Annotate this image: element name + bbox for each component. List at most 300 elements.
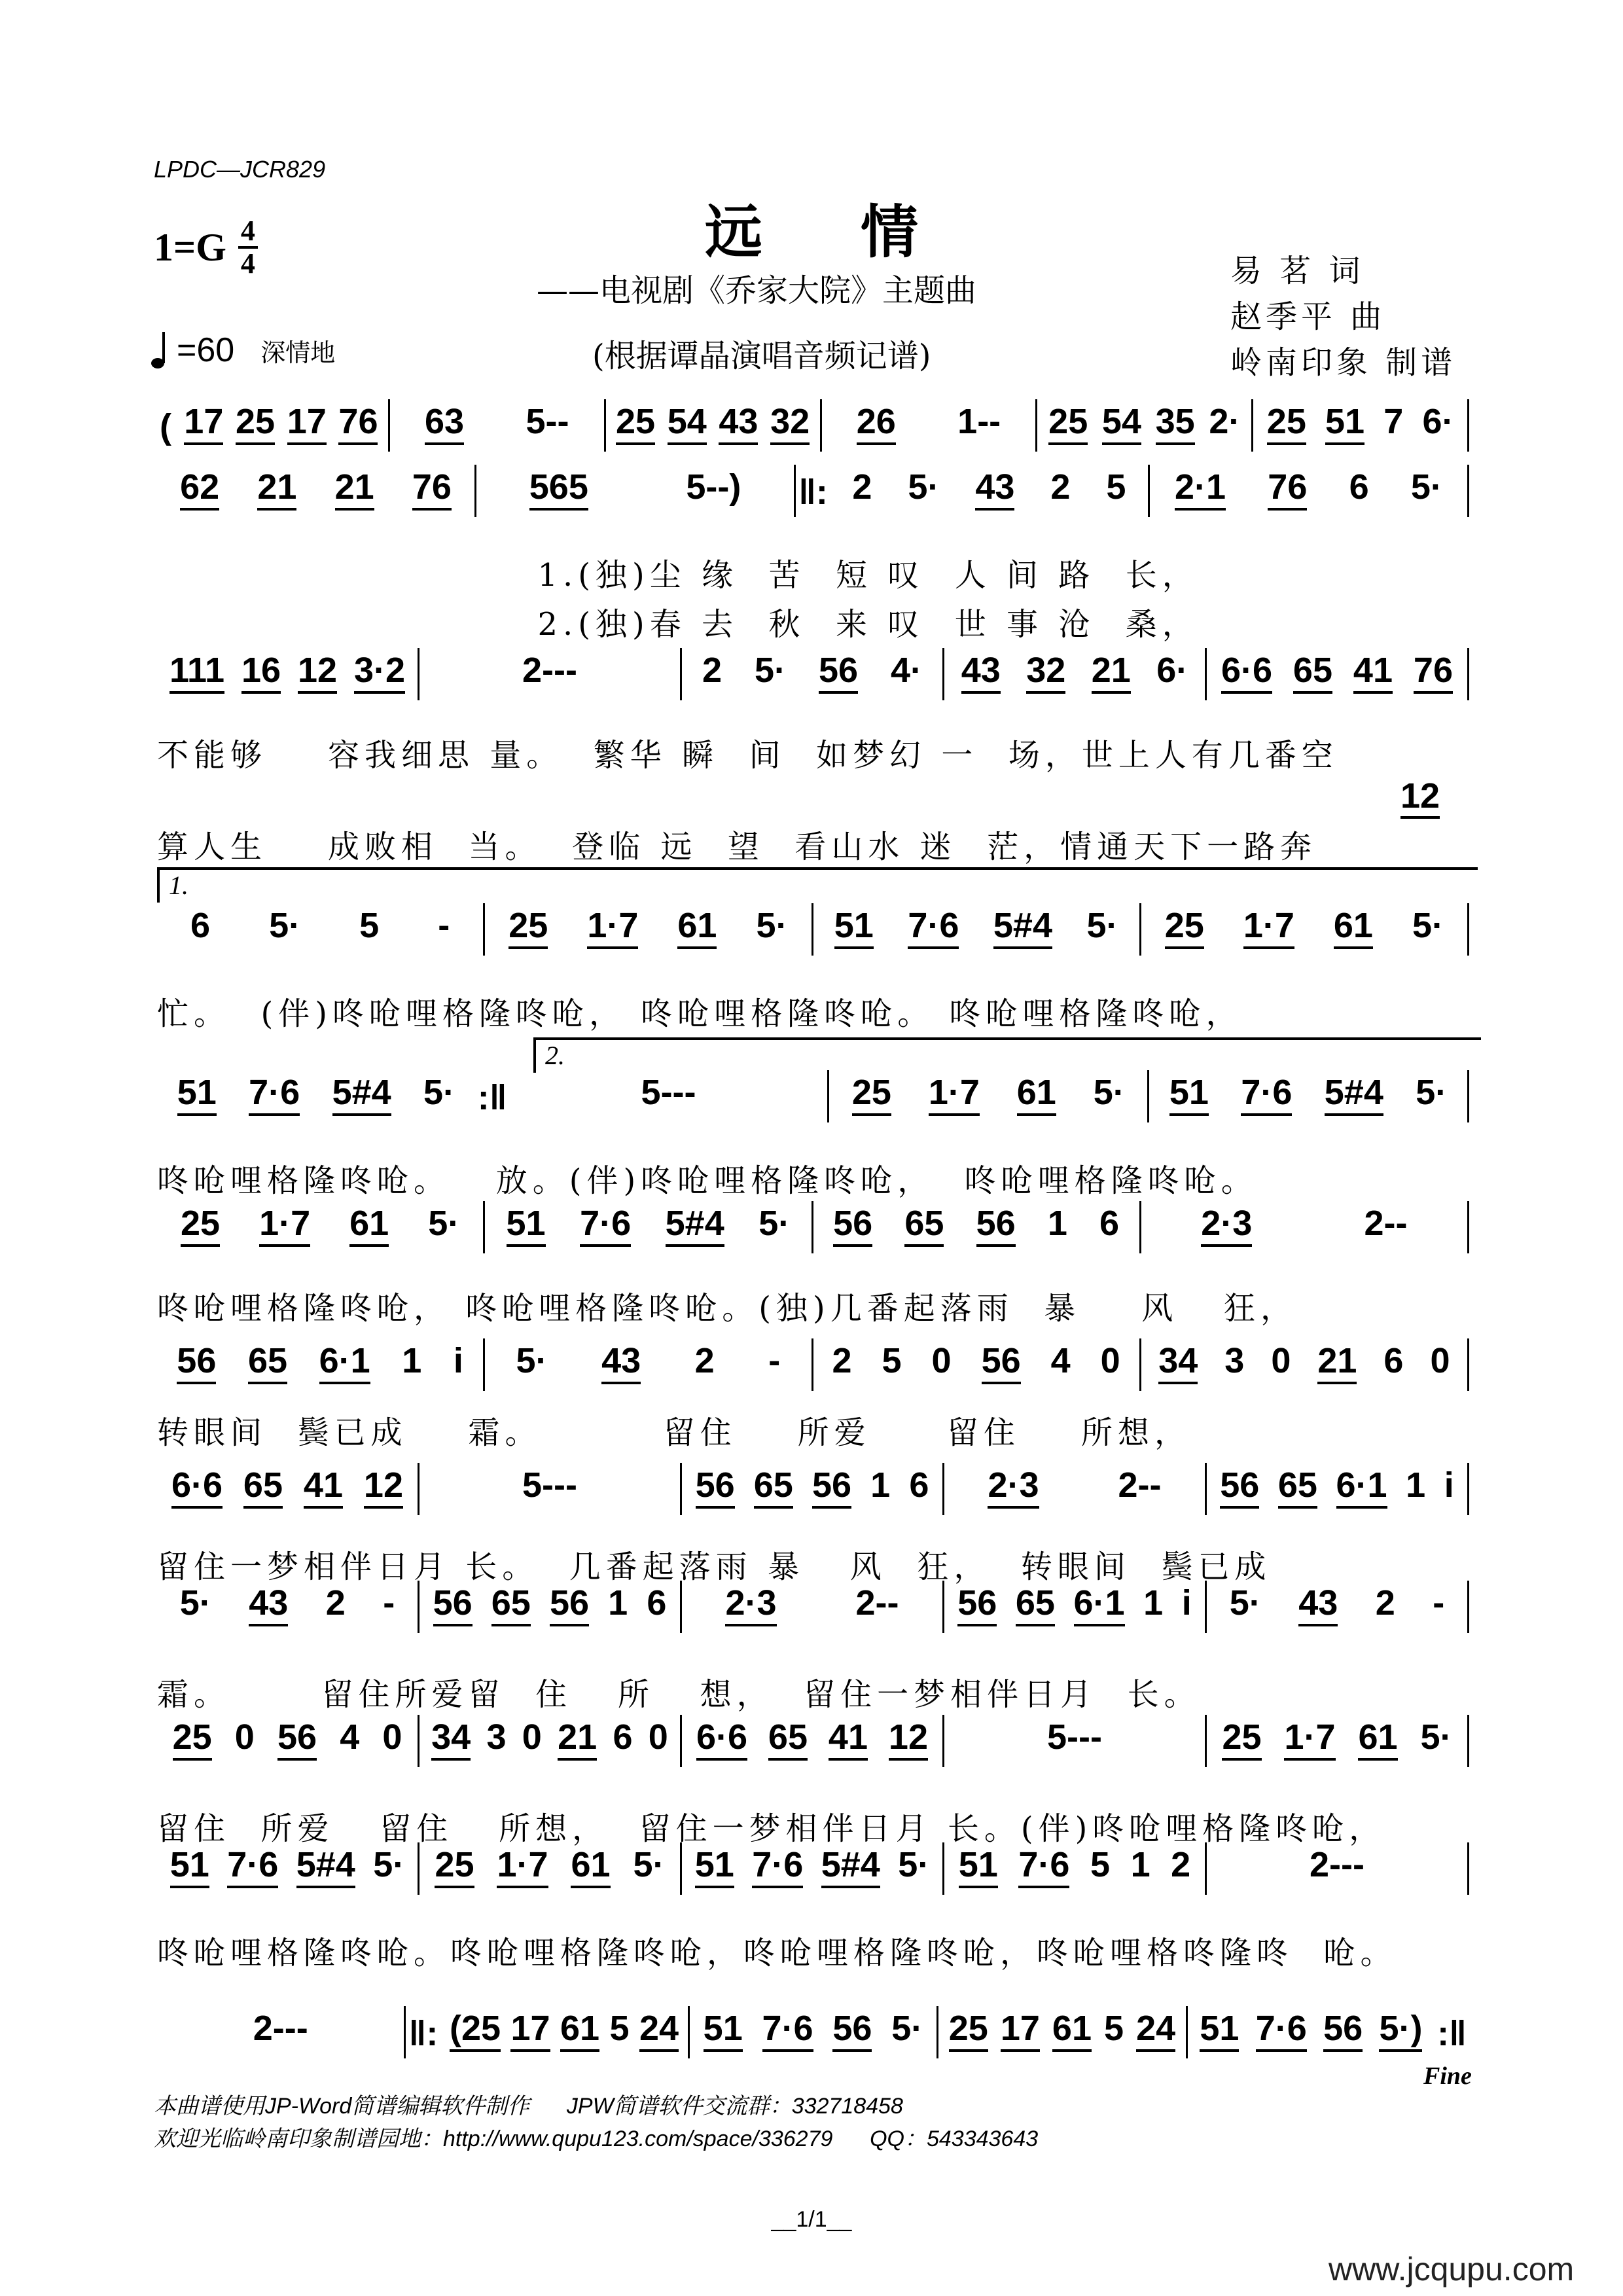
measure	[419, 1846, 680, 1888]
bar-line	[1467, 1842, 1469, 1895]
note-group: 5#4	[666, 1205, 724, 1247]
note-group: 6	[909, 1465, 929, 1505]
measure	[157, 1846, 418, 1888]
note-group: 2	[1375, 1583, 1395, 1623]
measure	[157, 1719, 418, 1761]
score-line	[157, 1070, 1469, 1116]
note-group: 0	[382, 1717, 402, 1757]
measure	[1149, 1074, 1467, 1116]
note-group: 1	[1130, 1845, 1150, 1884]
measure	[157, 907, 483, 949]
note-group: 25	[1048, 403, 1088, 445]
note-group: 6	[1383, 1341, 1404, 1380]
note-group: 5·	[179, 1583, 211, 1623]
note-group: 6·6	[696, 1719, 747, 1761]
bar-line	[1467, 399, 1469, 452]
note-group: 6	[1349, 467, 1369, 507]
note-group: 7	[1383, 402, 1404, 441]
lyrics-line: 咚呛哩格隆咚呛， 咚呛哩格隆咚呛。(独)几番起落雨 暴 风 狂，	[157, 1290, 1298, 1327]
note-group: 61	[677, 907, 717, 949]
note-group: 5#4	[296, 1846, 355, 1888]
note-group: 111	[169, 652, 224, 694]
note-group: 6·	[1156, 651, 1188, 690]
repeat-end-final: :‖	[1437, 2014, 1467, 2053]
measure	[682, 652, 942, 694]
note-group: 17	[510, 2010, 550, 2052]
note-group: 76	[412, 469, 452, 511]
note-group: 6·1	[1336, 1467, 1387, 1509]
measure	[813, 1205, 1139, 1247]
note-group: 2--	[1118, 1465, 1162, 1505]
measure	[822, 403, 1036, 445]
note-group: 26	[857, 403, 896, 445]
note-group: 56	[957, 1585, 997, 1626]
measure	[510, 1074, 828, 1116]
note-group: 43	[961, 652, 1001, 694]
note-group: 21	[335, 469, 374, 511]
quarter-note-icon	[151, 331, 170, 370]
note-group: 25	[236, 403, 275, 445]
lyrics-line: 留住 所爱 留住 所想， 留住一梦相伴日月 长。(伴)咚呛哩格隆咚呛，	[157, 1810, 1386, 1847]
note-group: 51	[959, 1846, 998, 1888]
note-group: 21	[558, 1719, 597, 1761]
note-group: 2---	[1310, 1845, 1364, 1884]
note-group: 63	[425, 403, 464, 445]
time-bottom: 4	[240, 247, 255, 279]
bar-line	[1467, 1463, 1469, 1515]
footer-software-note: 本曲谱使用JP-Word简谱编辑软件制作 JPW简谱软件交流群：332718458	[154, 2094, 903, 2119]
lyrics-line: 咚呛哩格隆咚呛。 放。(伴)咚呛哩格隆咚呛， 咚呛哩格隆咚呛。	[157, 1162, 1258, 1199]
note-group: 41	[304, 1467, 343, 1509]
repeat-end: :‖	[477, 1078, 507, 1117]
lyrics-line: 算人生 成败相 当。 登临 远 望 看山水 迷 茫，情通天下一路奔	[157, 829, 1317, 865]
note-group: 5·	[373, 1845, 405, 1884]
measure	[682, 1585, 942, 1626]
measure	[830, 469, 1148, 511]
note-group: 25	[949, 2010, 988, 2052]
note-group: 6	[1099, 1204, 1120, 1243]
note-group: 5---	[522, 1465, 577, 1505]
note-group: -	[383, 1583, 395, 1623]
measure	[174, 403, 388, 445]
note-group: 7·6	[1241, 1074, 1292, 1116]
bar-line	[1467, 1070, 1469, 1122]
note-group: 5·	[898, 1845, 930, 1884]
note-group: 41	[829, 1719, 868, 1761]
measure	[157, 1074, 475, 1116]
note-group: 24	[639, 2010, 679, 2052]
note-group: 76	[1268, 469, 1307, 511]
score-line	[157, 1842, 1469, 1888]
measure	[485, 1342, 811, 1384]
note-group: 12	[298, 652, 337, 694]
measure	[157, 1585, 418, 1626]
song-title: 远情	[704, 198, 1016, 266]
lyrics-line: 转眼间 鬓已成 霜。 留住 所爱 留住 所想，	[157, 1414, 1191, 1451]
tempo-marking	[151, 331, 335, 370]
note-group: 32	[1026, 652, 1065, 694]
score-line	[157, 648, 1469, 694]
note-group: 6	[613, 1717, 633, 1757]
measure	[485, 907, 811, 949]
note-group: 5·	[1093, 1073, 1125, 1112]
measure	[419, 652, 680, 694]
note-group: 61	[571, 1846, 610, 1888]
subtitle: ——电视剧《乔家大院》主题曲	[537, 272, 977, 309]
lyrics-line: 咚呛哩格隆咚呛。咚呛哩格隆咚呛，咚呛哩格隆咚呛，咚呛哩格咚隆咚 呛。	[157, 1935, 1397, 1971]
note-group: 5#4	[821, 1846, 880, 1888]
note-group: 5·	[891, 2009, 923, 2048]
note-group: 1	[870, 1465, 891, 1505]
score-line	[157, 1715, 1469, 1761]
measure	[419, 1719, 680, 1761]
note-group: 3	[1224, 1341, 1245, 1380]
note-group: 25	[508, 907, 548, 949]
note-group: 5	[609, 2009, 630, 2048]
note-group: 6·6	[171, 1467, 223, 1509]
note-group: 2·3	[1201, 1205, 1252, 1247]
note-group: 56	[550, 1585, 589, 1626]
note-group: 2--	[1364, 1204, 1408, 1243]
lyrics-line: 不能够 容我细思 量。 繁华 瞬 间 如梦幻 一 场，世上人有几番空	[157, 737, 1338, 774]
note-group: 4·	[890, 651, 922, 690]
note-group: 0	[234, 1717, 255, 1757]
note-group: 2	[694, 1341, 715, 1380]
note-group: 5·	[1412, 906, 1444, 945]
measure	[1141, 1205, 1467, 1247]
note-group: 0	[1100, 1341, 1120, 1380]
volta-2: 2.	[533, 1037, 1481, 1073]
note-group: 1·7	[929, 1074, 980, 1116]
note-group: 65	[754, 1467, 793, 1509]
measure	[157, 1342, 483, 1384]
note-group: 56	[819, 652, 858, 694]
volta-1: 1.	[157, 867, 1478, 903]
measure	[390, 403, 604, 445]
note-group: 5·	[428, 1204, 460, 1243]
note-group: (25	[450, 2010, 501, 2052]
note-group: 56	[982, 1342, 1021, 1384]
note-group: 51	[1325, 403, 1364, 445]
composer: 赵季平 曲	[1230, 298, 1386, 335]
measure	[682, 1467, 942, 1509]
score-code: LPDC—JCR829	[154, 156, 326, 183]
repeat-start: ‖:	[408, 2014, 438, 2053]
bar-line	[1467, 1715, 1469, 1767]
note-group: 6	[190, 906, 211, 945]
note-group: 25	[181, 1205, 220, 1247]
measure	[944, 1719, 1205, 1761]
note-group: 1	[608, 1583, 628, 1623]
note-group: 5·	[754, 651, 786, 690]
note-group: 1·7	[497, 1846, 548, 1888]
measure	[690, 2010, 936, 2052]
measure	[944, 1846, 1205, 1888]
measure	[1188, 2010, 1435, 2052]
score-line	[157, 399, 1469, 445]
note-group: 4	[1050, 1341, 1071, 1380]
note-group: 34	[431, 1719, 471, 1761]
note-group: 54	[668, 403, 707, 445]
note-group: -	[438, 906, 450, 945]
note-group: 3	[486, 1717, 507, 1757]
measure	[157, 469, 474, 511]
note-group: 5#4	[1325, 1074, 1383, 1116]
note-group: 43	[719, 403, 758, 445]
note-group: 0	[522, 1717, 542, 1757]
note-group: 5---	[641, 1073, 696, 1112]
measure	[1207, 1719, 1467, 1761]
note-group: 5·	[1086, 906, 1118, 945]
bar-line	[1467, 648, 1469, 700]
measure	[1037, 403, 1251, 445]
note-group: 1·7	[1284, 1719, 1335, 1761]
note-group: 25	[1222, 1719, 1261, 1761]
paren-open: (	[160, 407, 171, 446]
measure	[1207, 1467, 1467, 1509]
note-group: 56	[1220, 1467, 1259, 1509]
note-group: 61	[1017, 1074, 1056, 1116]
note-group: 2	[852, 467, 872, 507]
measure	[1150, 469, 1467, 511]
transcription-note: (根据谭晶演唱音频记谱)	[592, 338, 931, 374]
note-group: 65	[904, 1205, 944, 1247]
note-group: 7·6	[1256, 2010, 1307, 2052]
note-group: 5·	[1410, 467, 1442, 507]
note-group: 43	[1298, 1585, 1338, 1626]
note-group: 51	[1200, 2010, 1239, 2052]
note-group: 1	[1047, 1204, 1067, 1243]
note-group: 7·6	[227, 1846, 278, 1888]
note-group: 5	[1106, 467, 1126, 507]
note-group: -	[1433, 1583, 1445, 1623]
note-group: 61	[1052, 2010, 1092, 2052]
note-group: i	[1181, 1583, 1192, 1623]
note-group: 51	[834, 907, 874, 949]
note-group: 56	[976, 1205, 1016, 1247]
bar-line	[1467, 903, 1469, 956]
note-group: 56	[832, 2010, 872, 2052]
expression-mark: 深情地	[260, 339, 336, 367]
arranger: 岭南印象 制谱	[1230, 344, 1457, 381]
note-group: 5·	[423, 1073, 455, 1112]
watermark-site: www.jcqupu.com	[1329, 2251, 1575, 2287]
note-group: 51	[507, 1205, 546, 1247]
note-group: 7·6	[580, 1205, 631, 1247]
measure	[682, 1846, 942, 1888]
note-group: 7·6	[1018, 1846, 1069, 1888]
measure	[419, 1585, 680, 1626]
measure	[682, 1719, 942, 1761]
note-group: 1	[1406, 1465, 1426, 1505]
note-group: 56	[696, 1467, 735, 1509]
note-group: 12	[889, 1719, 928, 1761]
measure	[944, 652, 1205, 694]
note-group: 21	[1092, 652, 1131, 694]
note-group: 56	[277, 1719, 317, 1761]
measure	[157, 1205, 483, 1247]
score-line	[157, 1201, 1469, 1247]
measure	[813, 1342, 1139, 1384]
note-group: 43	[601, 1342, 641, 1384]
measure	[157, 2010, 404, 2052]
note-group: 51	[704, 2010, 743, 2052]
note-group: 25	[435, 1846, 474, 1888]
note-group: 62	[180, 469, 219, 511]
measure	[1141, 907, 1467, 949]
note-group: 6·6	[1221, 652, 1272, 694]
footer-website-note: 欢迎光临岭南印象制谱园地：http://www.qupu123.com/space/336279 QQ：543343643	[154, 2126, 1039, 2151]
lyricist: 易 茗 词	[1230, 253, 1364, 289]
note-group: 0	[931, 1341, 952, 1380]
note-group: 56	[433, 1585, 473, 1626]
note-group: 25	[852, 1074, 891, 1116]
note-group: 5·	[269, 906, 301, 945]
note-group: 7·6	[249, 1074, 300, 1116]
note-group: 65	[491, 1585, 531, 1626]
note-group: 34	[1158, 1342, 1198, 1384]
note-group: 65	[1016, 1585, 1055, 1626]
note-group: 61	[1358, 1719, 1397, 1761]
lyrics-line: 留住一梦相伴日月 长。 几番起落雨 暴 风 狂， 转眼间 鬓已成	[157, 1549, 1272, 1585]
note-group: 7·6	[762, 2010, 813, 2052]
score-line	[157, 1338, 1469, 1384]
note-group: 54	[1102, 403, 1141, 445]
note-group: 5·)	[1379, 2010, 1422, 2052]
note-group: 1--	[957, 402, 1001, 441]
note-group: 56	[1323, 2010, 1363, 2052]
note-group: 24	[1136, 2010, 1175, 2052]
note-group: 1·7	[1243, 907, 1294, 949]
note-group: 17	[1001, 2010, 1040, 2052]
note-group: 51	[1169, 1074, 1209, 1116]
note-group: 5·	[1420, 1717, 1452, 1757]
note-group: 17	[184, 403, 223, 445]
measure	[157, 1467, 418, 1509]
note-group: 43	[975, 469, 1014, 511]
note-group: 5·	[908, 467, 940, 507]
note-group: 5--)	[686, 467, 741, 507]
note-group: 51	[177, 1074, 217, 1116]
bar-line	[1467, 465, 1469, 517]
note-group: 2	[1171, 1845, 1191, 1884]
note-group: 5·	[1229, 1583, 1261, 1623]
note-group: 41	[1353, 652, 1393, 694]
note-group: 1	[402, 1341, 422, 1380]
score-line	[157, 1463, 1469, 1509]
note-group: 21	[1317, 1342, 1357, 1384]
alternate-notes: 12	[1400, 776, 1440, 819]
note-group: 2	[325, 1583, 346, 1623]
score-line	[157, 2006, 1469, 2052]
note-group: 2·	[1209, 402, 1241, 441]
note-group: 7·6	[908, 907, 959, 949]
bar-line	[1467, 1581, 1469, 1633]
note-group: 2	[832, 1341, 852, 1380]
score-line	[157, 1581, 1469, 1626]
note-group: 5--	[526, 402, 569, 441]
note-group: 2---	[522, 651, 577, 690]
note-group: 5·	[758, 1204, 791, 1243]
score-line	[157, 465, 1469, 511]
note-group: 6·1	[1074, 1585, 1125, 1626]
note-group: 4	[340, 1717, 360, 1757]
lyrics-line: 霜。 留住所爱留 住 所 想， 留住一梦相伴日月 长。	[157, 1676, 1201, 1713]
note-group: 5#4	[993, 907, 1052, 949]
note-group: 16	[241, 652, 281, 694]
note-group: 1	[1143, 1583, 1164, 1623]
note-group: 6	[647, 1583, 667, 1623]
note-group: 5	[1104, 2009, 1124, 2048]
note-group: 565	[529, 469, 588, 511]
note-group: 2·3	[988, 1467, 1039, 1509]
note-group: 17	[287, 403, 327, 445]
note-group: 51	[170, 1846, 209, 1888]
measure	[944, 1467, 1205, 1509]
tempo-value: =60	[177, 331, 235, 369]
note-group: 56	[812, 1467, 851, 1509]
note-group: 65	[1278, 1467, 1317, 1509]
note-group: 3·2	[354, 652, 405, 694]
measure	[944, 1585, 1205, 1626]
measure	[1207, 1585, 1467, 1626]
note-group: 61	[560, 2010, 599, 2052]
lyrics-line: 忙。 (伴)咚呛哩格隆咚呛， 咚呛哩格隆咚呛。 咚呛哩格隆咚呛，	[157, 996, 1243, 1032]
measure	[157, 652, 418, 694]
note-group: 76	[338, 403, 378, 445]
note-group: 25	[1267, 403, 1306, 445]
fine-mark: Fine	[1423, 2062, 1472, 2090]
note-group: 6·	[1422, 402, 1454, 441]
note-group: i	[1444, 1465, 1454, 1505]
note-group: 21	[257, 469, 296, 511]
note-group: 5·	[756, 906, 788, 945]
bar-line	[1467, 1201, 1469, 1253]
note-group: 65	[1293, 652, 1332, 694]
note-group: 76	[1414, 652, 1453, 694]
time-top: 4	[240, 215, 255, 247]
note-group: 65	[768, 1719, 808, 1761]
measure	[440, 2010, 687, 2052]
note-group: 5	[1090, 1845, 1111, 1884]
note-group: 2---	[253, 2009, 308, 2048]
note-group: 32	[770, 403, 810, 445]
measure	[476, 469, 794, 511]
note-group: 25	[1165, 907, 1204, 949]
measure	[938, 2010, 1185, 2052]
page-number: __1/1__	[771, 2207, 852, 2232]
measure	[1141, 1342, 1467, 1384]
lyrics-line: 1.(独)尘 缘 苦 短 叹 人 间 路 长，	[157, 557, 1199, 594]
measure	[1207, 652, 1467, 694]
note-group: i	[453, 1341, 463, 1380]
note-group: 12	[364, 1467, 403, 1509]
note-group: 61	[349, 1205, 389, 1247]
note-group: 2·3	[725, 1585, 776, 1626]
note-group: 1·7	[259, 1205, 310, 1247]
note-group: 2	[1050, 467, 1071, 507]
note-group: 0	[1430, 1341, 1450, 1380]
note-group: 1·7	[587, 907, 638, 949]
key-label: 1=G	[154, 225, 226, 269]
measure	[813, 907, 1139, 949]
note-group: 56	[833, 1205, 872, 1247]
note-group: 0	[648, 1717, 668, 1757]
note-group: 0	[1271, 1341, 1291, 1380]
note-group: 2	[702, 651, 722, 690]
note-group: 5#4	[332, 1074, 391, 1116]
note-group: 56	[177, 1342, 216, 1384]
